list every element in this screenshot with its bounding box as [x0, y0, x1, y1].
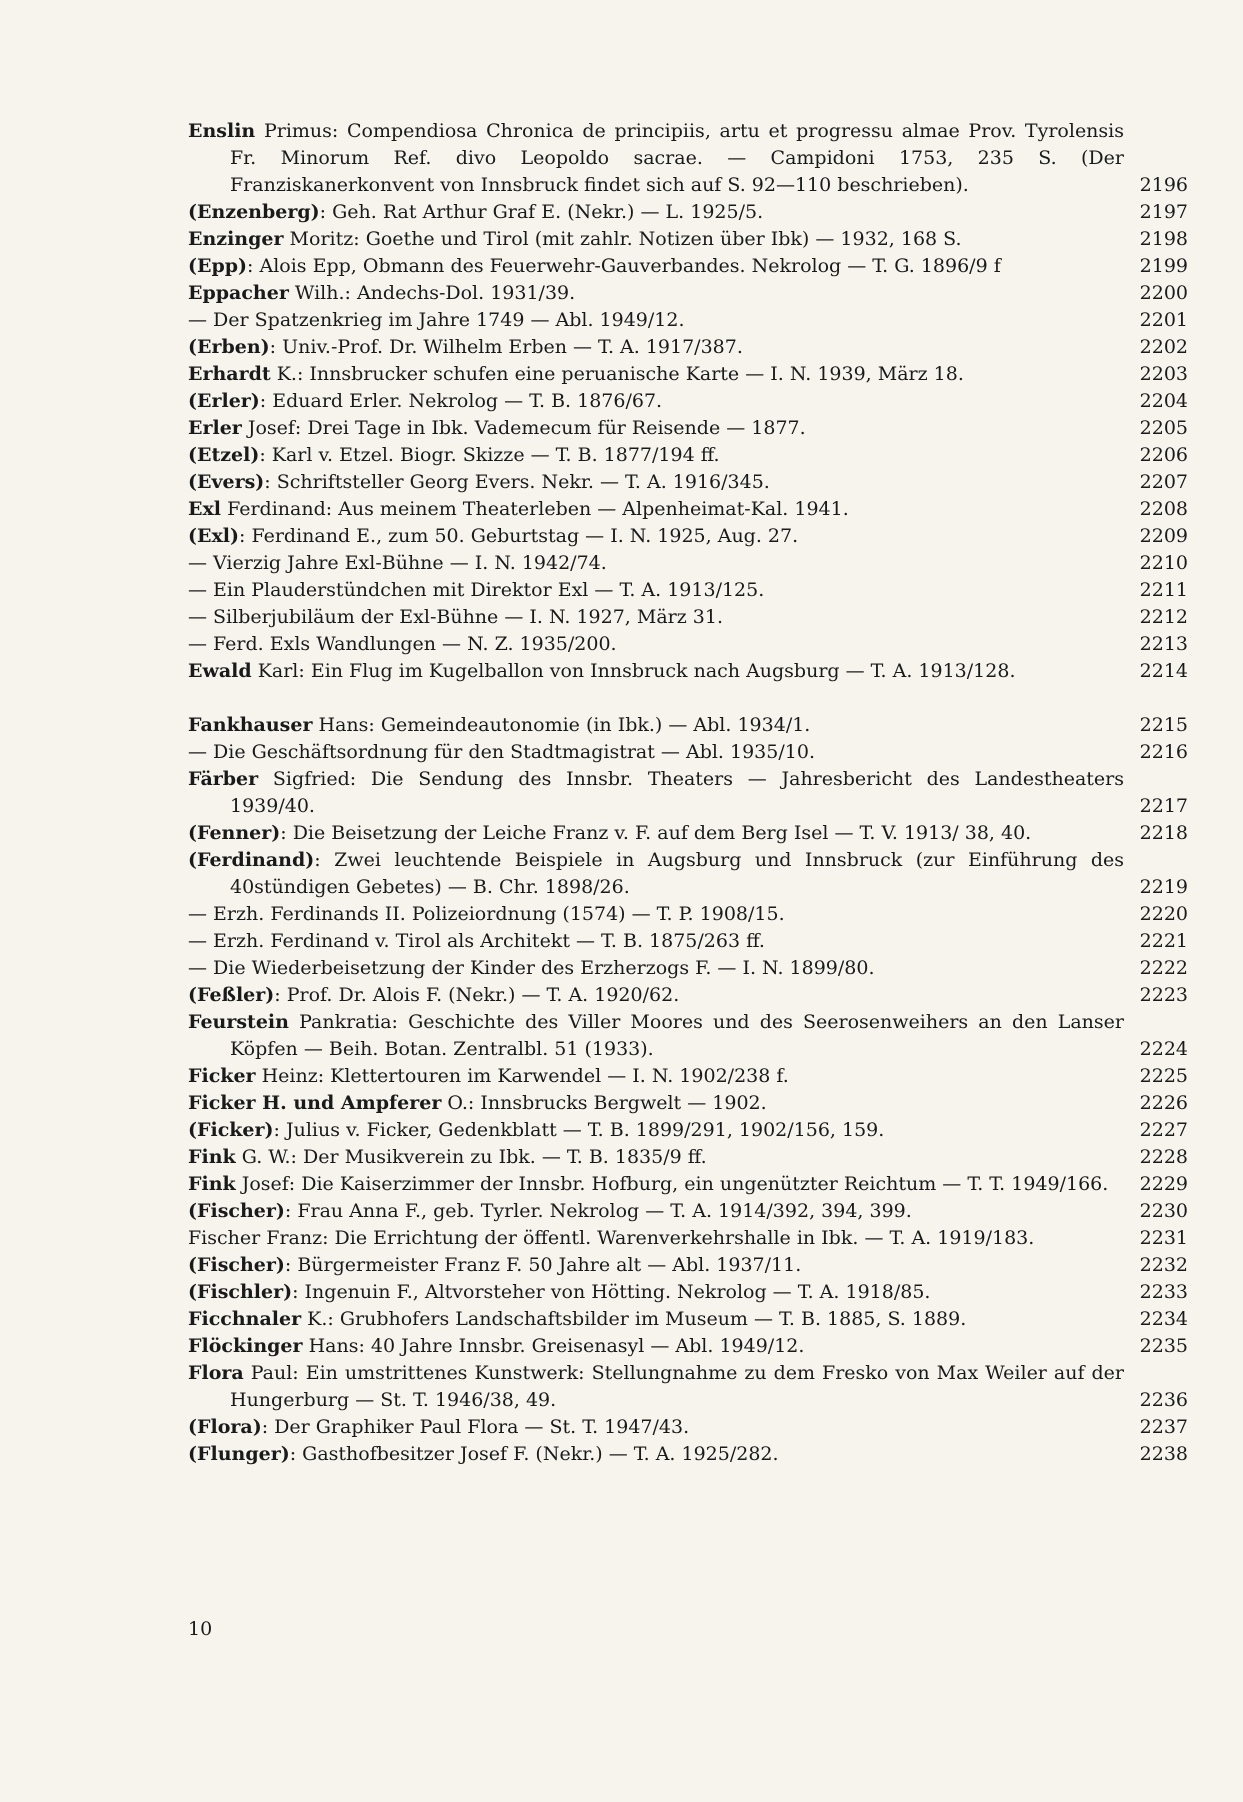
bibliography-entry: [188, 1117, 1188, 1144]
bibliography-entry: [188, 1009, 1188, 1063]
bibliography-entry: [188, 1090, 1188, 1117]
entry-text: [188, 1360, 1124, 1414]
entry-citation: Ferdinand: Aus meinem Theaterleben — Alpenheimat-Kal. 1941.: [221, 498, 849, 520]
bibliography-entry: [188, 1171, 1188, 1198]
entry-citation: : Geh. Rat Arthur Graf E. (Nekr.) — L. 1925/5.: [319, 201, 764, 223]
bibliography-entry: [188, 1306, 1188, 1333]
bibliography-entry: [188, 1414, 1188, 1441]
entry-citation: Josef: Die Kaiserzimmer der Innsbr. Hofburg, ein ungenützter Reichtum — T. T. 1949/166.: [235, 1173, 1109, 1195]
entry-citation: Paul: Ein umstrittenes Kunstwerk: Stellungnahme zu dem Fresko von Max Weiler auf der Hungerburg — St. T. 1946/38, 49.: [230, 1362, 1124, 1411]
entry-number: 2214: [1139, 660, 1188, 682]
page-number: 10: [188, 1618, 213, 1640]
entry-text: [188, 469, 1124, 496]
entry-number: 2209: [1139, 525, 1188, 547]
entry-text: [188, 1279, 1124, 1306]
entry-text: [188, 766, 1124, 820]
entry-author: Erhardt: [188, 363, 271, 385]
entry-citation: : Alois Epp, Obmann des Feuerwehr-Gauverbandes. Nekrolog — T. G. 1896/9 f: [247, 255, 1001, 277]
entry-number: 2201: [1139, 309, 1188, 331]
entry-number: 2223: [1139, 984, 1188, 1006]
entry-author: (Evers): [188, 471, 265, 493]
entry-number: 2199: [1139, 255, 1188, 277]
entry-author: Ficker H. und Ampferer: [188, 1092, 442, 1114]
entry-citation: : Prof. Dr. Alois F. (Nekr.) — T. A. 1920/62.: [274, 984, 680, 1006]
entry-citation: K.: Innsbrucker schufen eine peruanische Karte — I. N. 1939, März 18.: [270, 363, 964, 385]
entry-number: 2224: [1139, 1038, 1188, 1060]
entry-number: 2211: [1139, 579, 1188, 601]
entry-author: Eppacher: [188, 282, 289, 304]
entry-text: [188, 1198, 1124, 1225]
entry-author: (Fischer): [188, 1254, 285, 1276]
bibliography-entry: [188, 739, 1188, 766]
entry-text: [188, 1414, 1124, 1441]
entry-number: 2205: [1139, 417, 1188, 439]
entry-text: [188, 307, 1124, 334]
entry-author: Feurstein: [188, 1011, 289, 1033]
bibliography-entry: [188, 820, 1188, 847]
entry-number: 2225: [1139, 1065, 1188, 1087]
bibliography-entry: [188, 469, 1188, 496]
entry-text: [188, 577, 1124, 604]
entry-citation: Hans: 40 Jahre Innsbr. Greisenasyl — Abl. 1949/12.: [302, 1335, 805, 1357]
entry-number: 2231: [1139, 1227, 1188, 1249]
entry-number: 2219: [1139, 876, 1188, 898]
entry-text: [188, 1117, 1124, 1144]
entry-text: [188, 658, 1124, 685]
entry-text: [188, 1306, 1124, 1333]
entry-citation: Sigfried: Die Sendung des Innsbr. Theaters — Jahresbericht des Landestheaters 1939/40.: [230, 768, 1124, 817]
entry-citation: Primus: Compendiosa Chronica de principiis, artu et progressu almae Prov. Tyrolensis Fr. Minorum Ref. divo Leopoldo sacrae. — Campidoni 1753, 235 S. (Der Franziskanerkonvent von Innsbruck findet sich auf S. 92—110 beschrieben).: [230, 120, 1124, 196]
bibliography-entry: [188, 712, 1188, 739]
entry-citation: : Julius v. Ficker, Gedenkblatt — T. B. 1899/291, 1902/156, 159.: [273, 1119, 885, 1141]
entry-author: (Ferdinand): [188, 849, 315, 871]
bibliography-entry: [188, 901, 1188, 928]
entry-author: (Fischler): [188, 1281, 293, 1303]
entry-text: [188, 334, 1124, 361]
entry-author: (Etzel): [188, 444, 260, 466]
bibliography-entry: [188, 955, 1188, 982]
entry-citation: : Der Graphiker Paul Flora — St. T. 1947/43.: [261, 1416, 690, 1438]
entry-citation: Karl: Ein Flug im Kugelballon von Innsbruck nach Augsburg — T. A. 1913/128.: [251, 660, 1016, 682]
entry-text: [188, 739, 1124, 766]
bibliography-entry: [188, 226, 1188, 253]
entry-citation: Hans: Gemeindeautonomie (in Ibk.) — Abl. 1934/1.: [312, 714, 811, 736]
entry-citation: : Frau Anna F., geb. Tyrler. Nekrolog — T. A. 1914/392, 394, 399.: [284, 1200, 912, 1222]
entry-author: (Enzenberg): [188, 201, 320, 223]
entry-citation: O.: Innsbrucks Bergwelt — 1902.: [441, 1092, 767, 1114]
entry-citation: — Die Geschäftsordnung für den Stadtmagistrat — Abl. 1935/10.: [188, 741, 815, 763]
bibliography-entry: [188, 334, 1188, 361]
bibliography-entry: [188, 658, 1188, 685]
entry-number: 2226: [1139, 1092, 1188, 1114]
entry-number: 2234: [1139, 1308, 1188, 1330]
entry-author: Enslin: [188, 120, 256, 142]
entry-text: [188, 550, 1124, 577]
entry-text: [188, 712, 1124, 739]
entry-text: [188, 1333, 1124, 1360]
entry-citation: : Karl v. Etzel. Biogr. Skizze — T. B. 1877/194 ff.: [259, 444, 720, 466]
entry-text: [188, 1090, 1124, 1117]
entry-text: [188, 604, 1124, 631]
entry-text: [188, 1252, 1124, 1279]
entry-text: [188, 820, 1124, 847]
entry-author: Fink: [188, 1146, 236, 1168]
entry-number: 2229: [1139, 1173, 1188, 1195]
entry-number: 2212: [1139, 606, 1188, 628]
entry-number: 2196: [1139, 174, 1188, 196]
entry-number: 2210: [1139, 552, 1188, 574]
bibliography-entry: [188, 550, 1188, 577]
entry-citation: — Erzh. Ferdinands II. Polizeiordnung (1574) — T. P. 1908/15.: [188, 903, 785, 925]
entry-citation: G. W.: Der Musikverein zu Ibk. — T. B. 1835/9 ff.: [235, 1146, 707, 1168]
entry-citation: : Eduard Erler. Nekrolog — T. B. 1876/67.: [259, 390, 663, 412]
entry-number: 2216: [1139, 741, 1188, 763]
bibliography-entry: [188, 442, 1188, 469]
entry-citation: : Ferdinand E., zum 50. Geburtstag — I. N. 1925, Aug. 27.: [239, 525, 799, 547]
entry-citation: : Zwei leuchtende Beispiele in Augsburg und Innsbruck (zur Einführung des 40stündigen Gebetes) — B. Chr. 1898/26.: [230, 849, 1124, 898]
bibliography-entry: [188, 1360, 1188, 1414]
entry-citation: Heinz: Klettertouren im Karwendel — I. N. 1902/238 f.: [255, 1065, 789, 1087]
entry-author: Erler: [188, 417, 242, 439]
entry-number: 2213: [1139, 633, 1188, 655]
entry-citation: — Ferd. Exls Wandlungen — N. Z. 1935/200.: [188, 633, 617, 655]
bibliography-entry: [188, 631, 1188, 658]
entry-author: Exl: [188, 498, 222, 520]
entry-number: 2233: [1139, 1281, 1188, 1303]
bibliography-entry: [188, 928, 1188, 955]
entry-number: 2232: [1139, 1254, 1188, 1276]
entry-text: [188, 118, 1124, 199]
bibliography-entry: [188, 280, 1188, 307]
bibliography-entry: [188, 118, 1188, 199]
bibliography-entry: [188, 577, 1188, 604]
entry-text: [188, 1063, 1124, 1090]
entry-citation: Josef: Drei Tage in Ibk. Vademecum für Reisende — 1877.: [241, 417, 806, 439]
entry-text: [188, 982, 1124, 1009]
entry-author: (Ficker): [188, 1119, 274, 1141]
entry-text: [188, 523, 1124, 550]
bibliography-entry: [188, 1441, 1188, 1468]
entry-author: (Fenner): [188, 822, 281, 844]
entry-author: (Erler): [188, 390, 260, 412]
entry-citation: : Die Beisetzung der Leiche Franz v. F. auf dem Berg Isel — T. V. 1913/ 38, 40.: [280, 822, 1032, 844]
entry-text: [188, 847, 1124, 901]
entry-number: 2228: [1139, 1146, 1188, 1168]
entry-text: [188, 955, 1124, 982]
entry-citation: Wilh.: Andechs-Dol. 1931/39.: [288, 282, 576, 304]
entry-author: (Feßler): [188, 984, 275, 1006]
bibliography-entry: [188, 523, 1188, 550]
entry-text: [188, 901, 1124, 928]
entry-citation: — Die Wiederbeisetzung der Kinder des Erzherzogs F. — I. N. 1899/80.: [188, 957, 875, 979]
entry-number: 2236: [1139, 1389, 1188, 1411]
entry-citation: : Schriftsteller Georg Evers. Nekr. — T. A. 1916/345.: [264, 471, 770, 493]
entry-number: 2222: [1139, 957, 1188, 979]
entry-text: [188, 1171, 1124, 1198]
entry-author: Enzinger: [188, 228, 284, 250]
entry-number: 2227: [1139, 1119, 1188, 1141]
entry-text: [188, 199, 1124, 226]
bibliography-entry: [188, 1225, 1188, 1252]
entry-text: [188, 280, 1124, 307]
entry-text: [188, 415, 1124, 442]
entry-citation: : Bürgermeister Franz F. 50 Jahre alt — Abl. 1937/11.: [284, 1254, 802, 1276]
bibliography-entry: [188, 1252, 1188, 1279]
entry-number: 2218: [1139, 822, 1188, 844]
bibliography-entry: [188, 604, 1188, 631]
entry-number: 2221: [1139, 930, 1188, 952]
entry-citation: Pankratia: Geschichte des Viller Moores und des Seerosenweihers an den Lanser Köpfen — Beih. Botan. Zentralbl. 51 (1933).: [230, 1011, 1124, 1060]
bibliography-entry: [188, 253, 1188, 280]
bibliography-entry: [188, 1198, 1188, 1225]
entry-number: 2197: [1139, 201, 1188, 223]
entry-text: [188, 1441, 1124, 1468]
bibliography-entry: [188, 847, 1188, 901]
entry-author: Flöckinger: [188, 1335, 303, 1357]
entry-number: 2217: [1139, 795, 1188, 817]
entry-text: [188, 1225, 1124, 1252]
entry-text: [188, 253, 1124, 280]
entry-citation: — Vierzig Jahre Exl-Bühne — I. N. 1942/74.: [188, 552, 607, 574]
bibliography-entry: [188, 1333, 1188, 1360]
entry-author: Fankhauser: [188, 714, 313, 736]
entry-number: 2200: [1139, 282, 1188, 304]
bibliography-entry: [188, 361, 1188, 388]
entry-number: 2198: [1139, 228, 1188, 250]
entry-citation: Fischer Franz: Die Errichtung der öffentl. Warenverkehrshalle in Ibk. — T. A. 1919/183.: [188, 1227, 1035, 1249]
entry-number: 2235: [1139, 1335, 1188, 1357]
entry-number: 2237: [1139, 1416, 1188, 1438]
entry-citation: K.: Grubhofers Landschaftsbilder im Museum — T. B. 1885, S. 1889.: [301, 1308, 967, 1330]
entry-number: 2202: [1139, 336, 1188, 358]
entry-number: 2215: [1139, 714, 1188, 736]
entry-text: [188, 631, 1124, 658]
entry-author: (Exl): [188, 525, 240, 547]
bibliography-entry: [188, 1063, 1188, 1090]
entry-author: (Flora): [188, 1416, 262, 1438]
entry-citation: : Univ.-Prof. Dr. Wilhelm Erben — T. A. 1917/387.: [269, 336, 743, 358]
entry-citation: — Der Spatzenkrieg im Jahre 1749 — Abl. 1949/12.: [188, 309, 685, 331]
entry-citation: — Ein Plauderstündchen mit Direktor Exl — T. A. 1913/125.: [188, 579, 765, 601]
section-gap: [188, 685, 1188, 712]
entry-text: [188, 1144, 1124, 1171]
bibliography-entry: [188, 1279, 1188, 1306]
bibliography-entry: [188, 199, 1188, 226]
entry-citation: : Ingenuin F., Altvorsteher von Hötting. Nekrolog — T. A. 1918/85.: [292, 1281, 931, 1303]
entry-author: Fink: [188, 1173, 236, 1195]
entry-text: [188, 1009, 1124, 1063]
entry-number: 2203: [1139, 363, 1188, 385]
entry-citation: — Erzh. Ferdinand v. Tirol als Architekt — T. B. 1875/263 ff.: [188, 930, 765, 952]
bibliography-entry: [188, 1144, 1188, 1171]
entry-text: [188, 388, 1124, 415]
entry-citation: : Gasthofbesitzer Josef F. (Nekr.) — T. A. 1925/282.: [289, 1443, 779, 1465]
entry-number: 2206: [1139, 444, 1188, 466]
entry-citation: Moritz: Goethe und Tirol (mit zahlr. Notizen über Ibk) — 1932, 168 S.: [283, 228, 962, 250]
entry-number: 2207: [1139, 471, 1188, 493]
bibliography-list: [188, 118, 1188, 1468]
entry-number: 2208: [1139, 498, 1188, 520]
entry-text: [188, 928, 1124, 955]
entry-author: Färber: [188, 768, 259, 790]
entry-citation: — Silberjubiläum der Exl-Bühne — I. N. 1927, März 31.: [188, 606, 724, 628]
entry-text: [188, 226, 1124, 253]
entry-author: Flora: [188, 1362, 244, 1384]
bibliography-entry: [188, 415, 1188, 442]
entry-number: 2204: [1139, 390, 1188, 412]
entry-text: [188, 496, 1124, 523]
bibliography-entry: [188, 496, 1188, 523]
entry-text: [188, 442, 1124, 469]
entry-author: (Flunger): [188, 1443, 290, 1465]
entry-author: (Fischer): [188, 1200, 285, 1222]
entry-number: 2220: [1139, 903, 1188, 925]
entry-text: [188, 361, 1124, 388]
bibliography-entry: [188, 982, 1188, 1009]
bibliography-entry: [188, 307, 1188, 334]
entry-author: Ficchnaler: [188, 1308, 302, 1330]
entry-author: Ewald: [188, 660, 252, 682]
bibliography-entry: [188, 766, 1188, 820]
entry-author: (Erben): [188, 336, 270, 358]
entry-number: 2230: [1139, 1200, 1188, 1222]
entry-author: Ficker: [188, 1065, 256, 1087]
bibliography-entry: [188, 388, 1188, 415]
entry-number: 2238: [1139, 1443, 1188, 1465]
entry-author: (Epp): [188, 255, 248, 277]
